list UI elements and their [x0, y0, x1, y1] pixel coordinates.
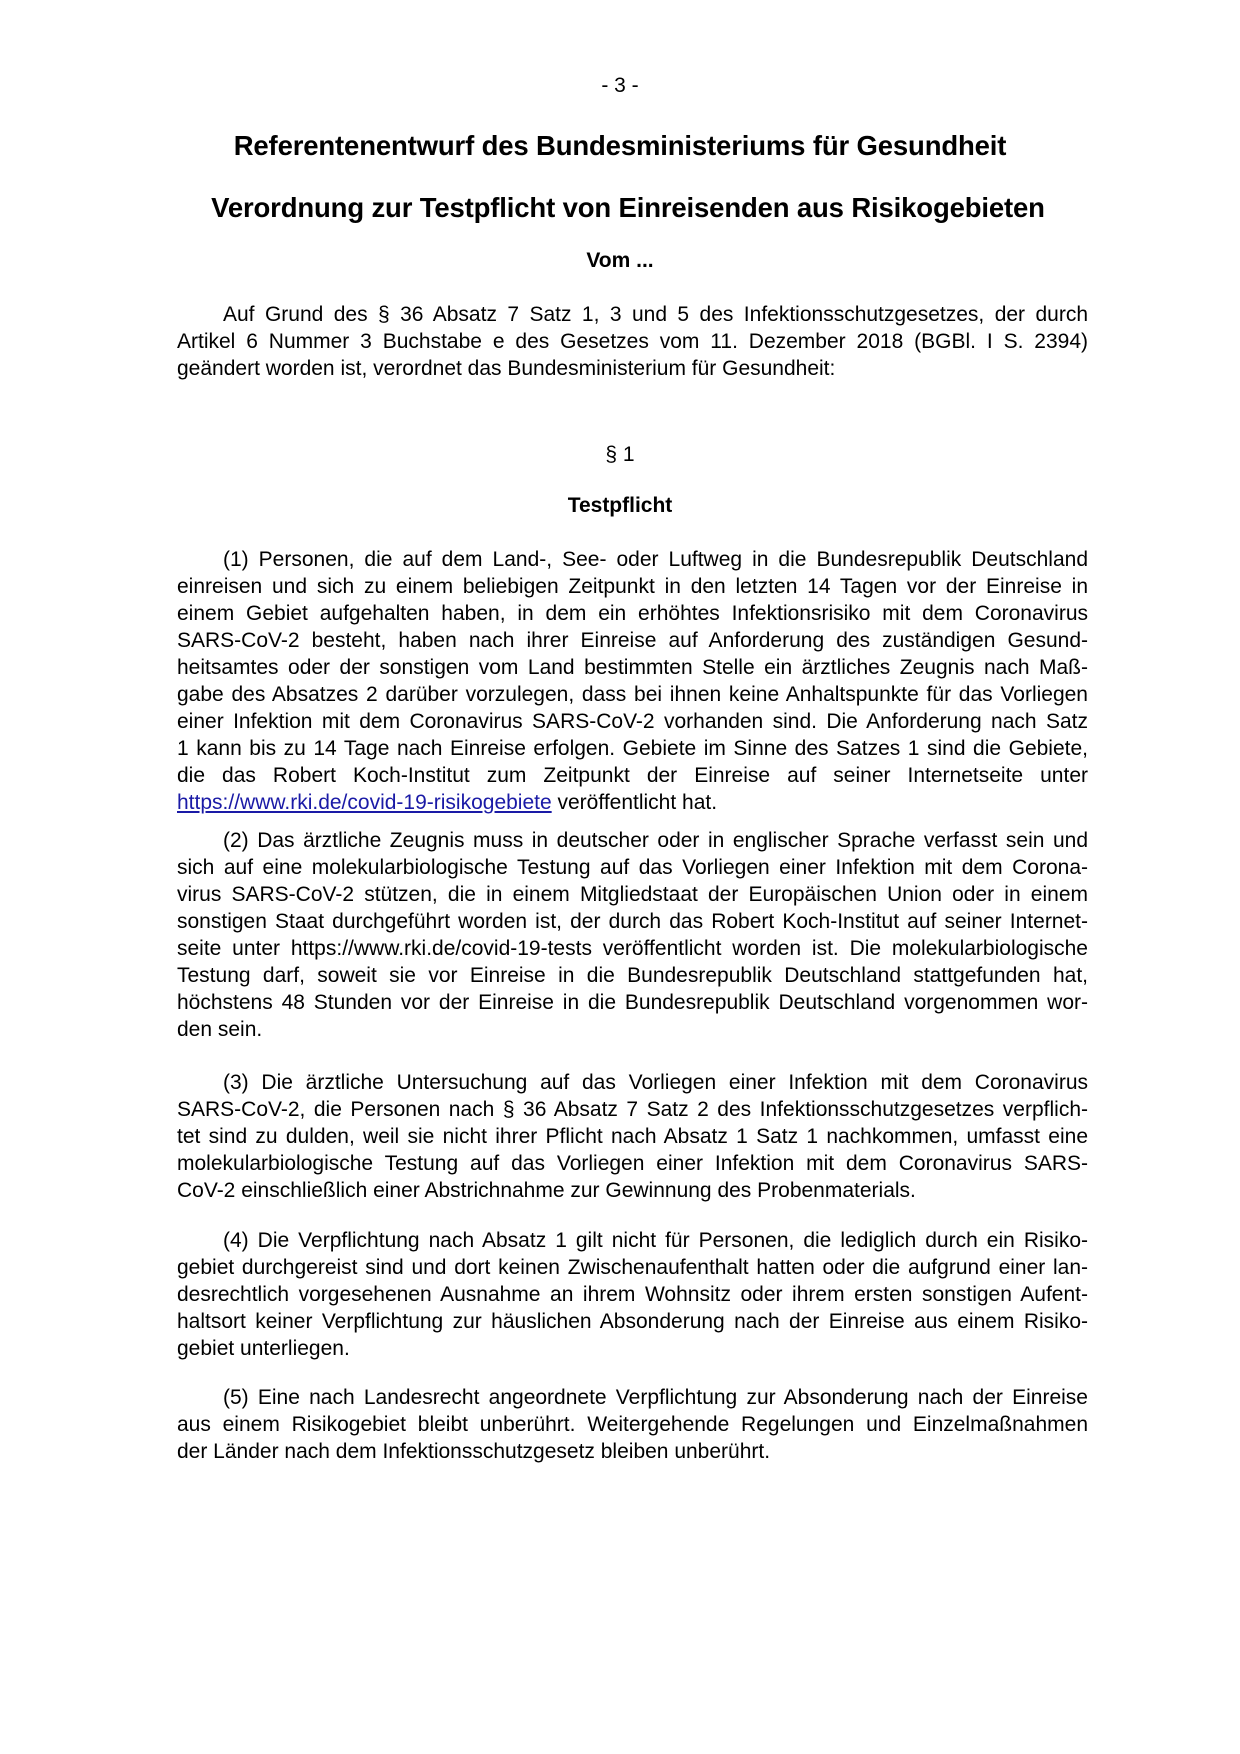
- preamble-line: geändert worden ist, verordnet das Bundesministerium für Gesundheit:: [177, 357, 836, 380]
- paragraph-line: heitsamtes oder der sonstigen vom Land bestimmten Stelle ein ärztliches Zeugnis nach Maß-: [177, 656, 1088, 679]
- paragraph-1: [177, 546, 1088, 816]
- link-trailing-text: veröffentlicht hat.: [551, 791, 718, 814]
- paragraph-line: gabe des Absatzes 2 darüber vorzulegen, dass bei ihnen keine Anhaltspunkte für das Vorliegen: [177, 683, 1088, 706]
- paragraph-line: (2) Das ärztliche Zeugnis muss in deutscher oder in englischer Sprache verfasst sein und: [223, 829, 1088, 852]
- paragraph-line: aus einem Risikogebiet bleibt unberührt. Weitergehende Regelungen und Einzelmaßnahmen: [177, 1413, 1088, 1436]
- paragraph-line: SARS-CoV-2, die Personen nach § 36 Absatz 7 Satz 2 des Infektionsschutzgesetzes verpflich-: [177, 1098, 1088, 1121]
- paragraph-line: die das Robert Koch-Institut zum Zeitpunkt der Einreise auf seiner Internetseite unter: [177, 764, 1088, 787]
- paragraph-line: virus SARS-CoV-2 stützen, die in einem Mitgliedstaat der Europäischen Union oder in einem: [177, 883, 1088, 906]
- paragraph-line: Testung darf, soweit sie vor Einreise in die Bundesrepublik Deutschland stattgefunden hat,: [177, 964, 1088, 987]
- paragraph-line: (1) Personen, die auf dem Land-, See- oder Luftweg in die Bundesrepublik Deutschland: [223, 548, 1088, 571]
- paragraph-3: [177, 1069, 1088, 1204]
- rki-risk-areas-link[interactable]: https://www.rki.de/covid-19-risikogebiete: [177, 791, 552, 814]
- paragraph-line: haltsort keiner Verpflichtung zur häuslichen Absonderung nach der Einreise aus einem Risiko-: [177, 1310, 1088, 1333]
- paragraph-line: gebiet unterliegen.: [177, 1337, 350, 1360]
- paragraph-line: 1 kann bis zu 14 Tage nach Einreise erfolgen. Gebiete im Sinne des Satzes 1 sind die Gebiete,: [177, 737, 1088, 760]
- paragraph-line: (3) Die ärztliche Untersuchung auf das Vorliegen einer Infektion mit dem Coronavirus: [223, 1071, 1088, 1094]
- paragraph-line: SARS-CoV-2 besteht, haben nach ihrer Einreise auf Anforderung des zuständigen Gesund-: [177, 629, 1088, 652]
- page-number: - 3 -: [601, 74, 639, 97]
- document-title: Referentenentwurf des Bundesministeriums für Gesundheit: [233, 130, 1007, 161]
- preamble-line: Auf Grund des § 36 Absatz 7 Satz 1, 3 und 5 des Infektionsschutzgesetzes, der durch: [223, 303, 1088, 326]
- paragraph-line: [177, 789, 1088, 816]
- section-number: § 1: [605, 443, 635, 466]
- paragraph-2: [177, 827, 1088, 1043]
- paragraph-line: desrechtlich vorgesehenen Ausnahme an ihrem Wohnsitz oder ihrem ersten sonstigen Aufent-: [177, 1283, 1088, 1306]
- paragraph-line: gebiet durchgereist sind und dort keinen Zwischenaufenthalt hatten oder die aufgrund einer lan-: [177, 1256, 1088, 1279]
- paragraph-4: [177, 1227, 1088, 1362]
- preamble: [177, 301, 1088, 382]
- date-line: Vom ...: [586, 249, 654, 272]
- section-heading: Testpflicht: [567, 494, 673, 517]
- paragraph-line: einem Gebiet aufgehalten haben, in dem ein erhöhtes Infektionsrisiko mit dem Coronavirus: [177, 602, 1088, 625]
- paragraph-line: (4) Die Verpflichtung nach Absatz 1 gilt nicht für Personen, die lediglich durch ein Risiko-: [223, 1229, 1088, 1252]
- paragraph-line: der Länder nach dem Infektionsschutzgesetz bleiben unberührt.: [177, 1440, 771, 1463]
- paragraph-line: molekularbiologische Testung auf das Vorliegen einer Infektion mit dem Coronavirus SARS-: [177, 1152, 1088, 1175]
- document-subtitle: Verordnung zur Testpflicht von Einreisenden aus Risikogebieten: [211, 192, 1045, 223]
- paragraph-line: sonstigen Staat durchgeführt worden ist, der durch das Robert Koch-Institut auf seiner Internet-: [177, 910, 1088, 933]
- paragraph-line: CoV-2 einschließlich einer Abstrichnahme zur Gewinnung des Probenmaterials.: [177, 1179, 916, 1202]
- paragraph-line: einreisen und sich zu einem beliebigen Zeitpunkt in den letzten 14 Tagen vor der Einreise in: [177, 575, 1088, 598]
- paragraph-5: [177, 1384, 1088, 1465]
- paragraph-line: höchstens 48 Stunden vor der Einreise in die Bundesrepublik Deutschland vorgenommen wor-: [177, 991, 1088, 1014]
- paragraph-line: (5) Eine nach Landesrecht angeordnete Verpflichtung zur Absonderung nach der Einreise: [223, 1386, 1088, 1409]
- paragraph-line: den sein.: [177, 1018, 263, 1041]
- preamble-line: Artikel 6 Nummer 3 Buchstabe e des Gesetzes vom 11. Dezember 2018 (BGBl. I S. 2394): [177, 330, 1088, 353]
- paragraph-line: sich auf eine molekularbiologische Testung auf das Vorliegen einer Infektion mit dem Corona-: [177, 856, 1088, 879]
- paragraph-line: seite unter https://www.rki.de/covid-19-tests veröffentlicht worden ist. Die molekularbiologische: [177, 937, 1088, 960]
- paragraph-line: tet sind zu dulden, weil sie nicht ihrer Pflicht nach Absatz 1 Satz 1 nachkommen, umfasst eine: [177, 1125, 1088, 1148]
- paragraph-line: einer Infektion mit dem Coronavirus SARS-CoV-2 vorhanden sind. Die Anforderung nach Satz: [177, 710, 1088, 733]
